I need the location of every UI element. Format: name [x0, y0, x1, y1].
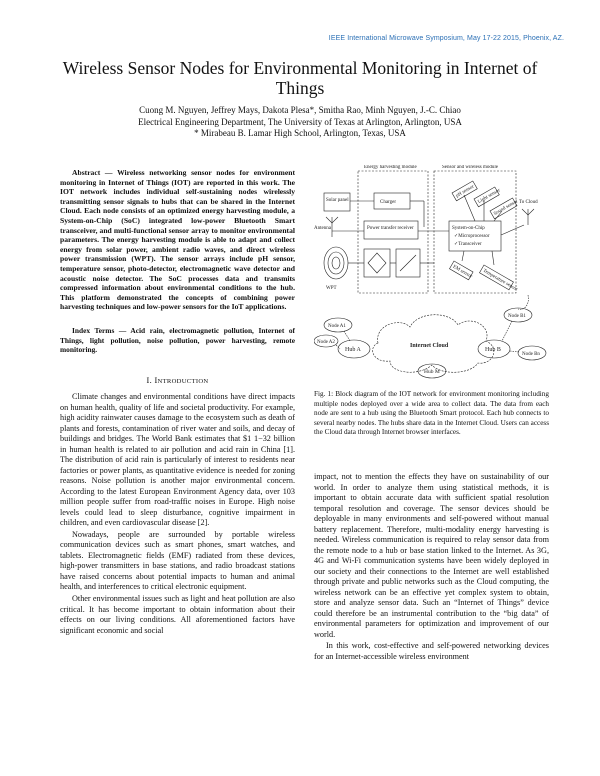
section-title-first: I: [154, 376, 158, 385]
sensor-module-label: Sensor and wireless module: [442, 165, 498, 170]
author-block: [40, 105, 560, 140]
section-heading: [60, 376, 295, 385]
intro-paragraph: Other environmental issues such as light and heat pollution are also critical. It has become important to obtain information about their effects on our living conditions. All aforementioned factors have significant economic and social: [60, 594, 295, 635]
internet-cloud-label: Internet Cloud: [410, 343, 449, 349]
hub-a-label: Hub A: [345, 347, 361, 353]
section-number: I.: [146, 376, 153, 385]
node-b1-label: Node B1: [508, 314, 526, 319]
figure-1-diagram: [314, 165, 549, 385]
node-bn-label: Node Bn: [522, 352, 540, 357]
node-a1-label: Node A1: [328, 324, 346, 329]
sensor-module-box: [434, 171, 516, 293]
figure-1-caption: [314, 390, 549, 438]
abstract: [60, 168, 295, 312]
index-terms-text: Index Terms — Acid rain, electromagnetic pollution, Internet of Things, light pollution, noise pollution, power harvesting, remote monitoring.: [60, 326, 295, 354]
affiliation-2: * Mirabeau B. Lamar High School, Arlington, Texas, USA: [194, 128, 406, 138]
sound-sensor-label: Sound sensor: [493, 199, 519, 217]
conference-header: IEEE International Microwave Symposium, May 17-22 2015, Phoenix, AZ.: [328, 35, 564, 42]
affiliation-1: Electrical Engineering Department, The University of Texas at Arlington, Arlington, USA: [138, 116, 462, 127]
antenna-label: Antenna: [314, 226, 331, 231]
solar-panel-label: Solar panel: [326, 198, 349, 203]
body-paragraph: In this work, cost-effective and self-powered networking devices for an Internet-accessible wireless environment: [314, 641, 549, 661]
wpt-label: WPT: [326, 286, 337, 291]
light-sensor-label: Light sensor: [477, 188, 502, 205]
introduction-body: [60, 392, 295, 638]
node-a2-label: Node A2: [317, 340, 335, 345]
energy-module-label: Energy harvesting module: [364, 165, 417, 170]
ph-sensor-label: pH sensor: [455, 184, 476, 199]
index-terms: [60, 326, 295, 355]
intro-paragraph: Nowadays, people are surrounded by portable wireless communication devices such as smart phones, smart watches, and tablets. Electromagnetic fields (EMF) radiated from these devices, high-power transmitters in base stations, and radio broadcast stations have raised concerns about potential impacts to human and animal health, and interferences to critical electronic equipment.: [60, 529, 295, 592]
to-cloud-label: To Cloud: [519, 200, 538, 205]
section-title-rest: NTRODUCTION: [157, 378, 209, 385]
power-transfer-label: Power transfer receiver: [367, 226, 414, 231]
energy-module-box: [358, 171, 428, 293]
charger-label: Charger: [380, 200, 397, 205]
body-paragraph: impact, not to mention the effects they have on sustainability of our world. In order to analyze them using statistical methods, it is important to obtain accurate data with sufficient spatial resolution temporal resolution and coverage. The sensor devices should be deployable in many environments and self-powered without manual battery replacement. Therefore, multi-modality energy harvesting is needed. Wireless communication is required to relay sensor data from the remote node to a hub or base station linked to the Internet. As 3G, 4G and Wi-Fi communication systems have been widely deployed in our society and their connections to the Internet are well established through private and public networks such as the Cloud computing, the wireless network can be an effective yet complex system to obtain, store and analyze sensor data. Such an “Internet of Things” device could therefore be an instrumental contribution to the “big data” of environmental parameters for optimization and improvement of our world.: [314, 472, 549, 639]
soc-item-1: ✓Microprocessor: [454, 234, 490, 239]
abstract-text: Abstract — Wireless networking sensor nodes for environment monitoring in Internet of Things (IOT) are reported in this work. The IOT network includes individual self-sustaining nodes wirelessly transmitting sensor signals to hubs that can be shared in the Internet Cloud. Each node consists of an optimized energy harvesting module, a System-on-Chip (SoC) integrated low-power Bluetooth Smart transceiver, and multi-functional sensor array to monitor environmental parameters. The energy harvesting module is able to adapt and collect energy from solar power, ambient radio waves, and direct wireless power transmission (WPT). The sensor arrays include pH sensor, temperature sensor, photo-detector, electromagnetic wave detector and acoustic noise detector. The SoC processes data and transmits compressed information about environmental conditions to the hub. This platform demonstrated the concepts of combining power harvesting techniques and low-power sensors for the IoT applications.: [60, 168, 295, 312]
soc-item-2: ✓Transceiver: [454, 242, 482, 247]
right-column-body: [314, 472, 549, 664]
soc-label: System-on-Chip: [452, 226, 485, 231]
hub-b-label: Hub B: [485, 347, 501, 353]
intro-paragraph: Climate changes and environmental conditions have direct impacts on human health, quality of life and societal productivity. For example, high acidity rainwater causes damage to the ecosystem such as death of plants and forests, contamination of river water and soils, and decay of buildings and bridges. The World Bank estimates that $1 1−32 billion in human health is related to air pollution and acid rain in China [1]. The distribution of acid rain is particularly of interest to residents near factories or power plants, as quantitative evidence is needed for zoning reasons. Noise pollution is another major environmental concern. According to the latest European Environment Agency data, over 103 million people suffer from road-traffic noises in Europe. High noise levels could lead to sleep disturbance, cognitive impairment in children, and even cardiovascular disease [2].: [60, 392, 295, 527]
paper-title: Wireless Sensor Nodes for Environmental Monitoring in Internet of Things: [62, 58, 538, 98]
author-list: Cuong M. Nguyen, Jeffrey Mays, Dakota Plesa*, Smitha Rao, Minh Nguyen, J.-C. Chiao: [139, 105, 461, 115]
temperature-sensor-label: Temperature sensor: [481, 268, 519, 293]
figure-caption-text: Fig. 1: Block diagram of the IOT network for environment monitoring including multiple nodes deployed over a wide area to collect data. The data from each node are sent to a hub using the Bluetooth Smart protocol. Each hub connects to several nearby nodes. The hubs share data in the Internet Cloud. Users can access the Cloud data through Internet browser interfaces.: [314, 390, 549, 437]
hub-m-label: Hub M: [424, 369, 440, 375]
em-sensor-label: EM sensor: [451, 264, 473, 280]
